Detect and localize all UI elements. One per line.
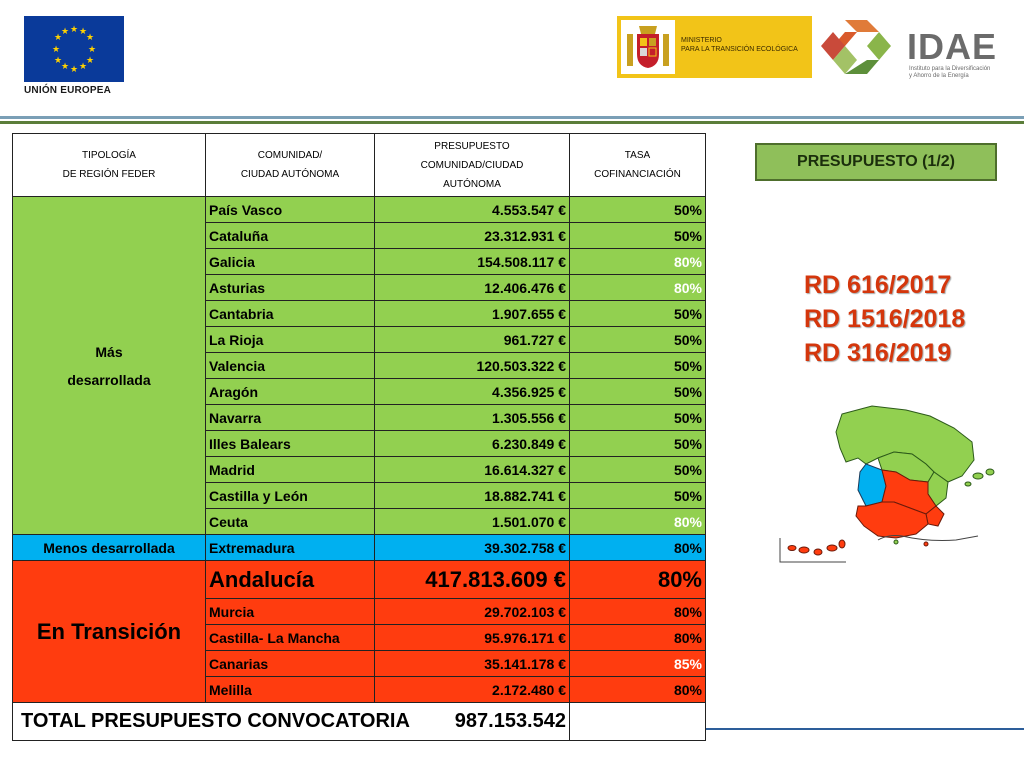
svg-text:★: ★ bbox=[51, 45, 61, 55]
budget-cell: 16.614.327 € bbox=[375, 457, 570, 483]
svg-text:★: ★ bbox=[60, 27, 70, 37]
budget-cell: 12.406.476 € bbox=[375, 275, 570, 301]
budget-cell: 29.702.103 € bbox=[375, 599, 570, 625]
eu-flag-icon bbox=[24, 16, 124, 82]
budget-cell: 35.141.178 € bbox=[375, 651, 570, 677]
rate-cell: 50% bbox=[570, 483, 706, 509]
budget-cell: 23.312.931 € bbox=[375, 223, 570, 249]
rate-cell: 80% bbox=[570, 599, 706, 625]
budget-cell: 1.907.655 € bbox=[375, 301, 570, 327]
region-cell: Asturias bbox=[206, 275, 375, 301]
svg-text:★: ★ bbox=[69, 65, 79, 75]
rate-cell: 80% bbox=[570, 625, 706, 651]
budget-cell: 39.302.758 € bbox=[375, 535, 570, 561]
budget-cell: 6.230.849 € bbox=[375, 431, 570, 457]
decree-item: RD 1516/2018 bbox=[804, 305, 966, 333]
decree-list bbox=[804, 268, 965, 370]
spain-map-icon bbox=[778, 402, 1008, 570]
svg-text:★: ★ bbox=[78, 62, 88, 72]
col-header-tipologia: TIPOLOGÍA DE REGIÓN FEDER bbox=[13, 134, 206, 197]
region-cell: Aragón bbox=[206, 379, 375, 405]
ministry-label: MINISTERIO PARA LA TRANSICIÓN ECOLÓGICA bbox=[681, 37, 798, 53]
region-cell: Canarias bbox=[206, 651, 375, 677]
svg-text:★: ★ bbox=[85, 56, 95, 66]
total-row bbox=[13, 703, 706, 741]
svg-text:★: ★ bbox=[87, 45, 97, 55]
region-cell: Andalucía bbox=[206, 561, 375, 599]
idae-wordmark: IDAE bbox=[907, 26, 998, 67]
svg-text:★: ★ bbox=[78, 27, 88, 37]
idae-subtitle: Instituto para la Diversificación y Ahorro de la Energía bbox=[909, 66, 991, 79]
eu-label: UNIÓN EUROPEA bbox=[24, 85, 112, 96]
region-cell: Valencia bbox=[206, 353, 375, 379]
header-divider bbox=[0, 116, 1024, 119]
region-cell: Cataluña bbox=[206, 223, 375, 249]
header-divider-secondary bbox=[0, 121, 1024, 124]
group-label-mas-desarrollada: Más desarrollada bbox=[13, 197, 206, 535]
group-label-en-transicion: En Transición bbox=[13, 561, 206, 703]
region-cell: Navarra bbox=[206, 405, 375, 431]
rate-cell: 85% bbox=[570, 651, 706, 677]
total-cell bbox=[13, 703, 570, 741]
presupuesto-badge: PRESUPUESTO (1/2) bbox=[755, 143, 997, 181]
spain-regions-map bbox=[778, 402, 1008, 575]
table-row bbox=[13, 561, 706, 599]
rate-cell: 80% bbox=[570, 561, 706, 599]
group-label-menos-desarrollada: Menos desarrollada bbox=[13, 535, 206, 561]
eu-logo bbox=[24, 16, 128, 96]
budget-cell: 95.976.171 € bbox=[375, 625, 570, 651]
region-cell: Melilla bbox=[206, 677, 375, 703]
rate-cell: 80% bbox=[570, 509, 706, 535]
rate-cell: 50% bbox=[570, 457, 706, 483]
ministry-logo bbox=[617, 16, 812, 78]
decree-item: RD 316/2019 bbox=[804, 339, 952, 367]
budget-cell: 961.727 € bbox=[375, 327, 570, 353]
table-row bbox=[13, 197, 706, 223]
total-empty-cell bbox=[570, 703, 706, 741]
idae-logo bbox=[815, 16, 1005, 80]
budget-cell: 1.305.556 € bbox=[375, 405, 570, 431]
svg-text:★: ★ bbox=[53, 33, 63, 43]
rate-cell: 50% bbox=[570, 223, 706, 249]
footer-divider bbox=[706, 728, 1024, 730]
total-label: TOTAL PRESUPUESTO CONVOCATORIA bbox=[21, 710, 410, 732]
budget-cell: 18.882.741 € bbox=[375, 483, 570, 509]
budget-cell: 154.508.117 € bbox=[375, 249, 570, 275]
budget-cell: 1.501.070 € bbox=[375, 509, 570, 535]
region-cell: Cantabria bbox=[206, 301, 375, 327]
rate-cell: 80% bbox=[570, 275, 706, 301]
budget-cell: 2.172.480 € bbox=[375, 677, 570, 703]
svg-text:★: ★ bbox=[53, 56, 63, 66]
rate-cell: 50% bbox=[570, 301, 706, 327]
region-cell: La Rioja bbox=[206, 327, 375, 353]
region-cell: Illes Balears bbox=[206, 431, 375, 457]
total-value: 987.153.542 bbox=[454, 710, 566, 732]
table-row bbox=[13, 535, 706, 561]
rate-cell: 50% bbox=[570, 431, 706, 457]
region-cell: Ceuta bbox=[206, 509, 375, 535]
budget-cell: 4.553.547 € bbox=[375, 197, 570, 223]
svg-text:★: ★ bbox=[85, 33, 95, 43]
rate-cell: 50% bbox=[570, 353, 706, 379]
region-cell: Murcia bbox=[206, 599, 375, 625]
rate-cell: 50% bbox=[570, 379, 706, 405]
rate-cell: 50% bbox=[570, 405, 706, 431]
svg-text:★: ★ bbox=[69, 25, 79, 35]
budget-table bbox=[12, 133, 706, 741]
table-header-row bbox=[13, 134, 706, 197]
budget-cell: 4.356.925 € bbox=[375, 379, 570, 405]
rate-cell: 80% bbox=[570, 677, 706, 703]
spain-crest-icon bbox=[621, 20, 675, 74]
rate-cell: 50% bbox=[570, 327, 706, 353]
budget-cell: 417.813.609 € bbox=[375, 561, 570, 599]
budget-cell: 120.503.322 € bbox=[375, 353, 570, 379]
rate-cell: 80% bbox=[570, 535, 706, 561]
col-header-tasa: TASA COFINANCIACIÓN bbox=[570, 134, 706, 197]
col-header-comunidad: COMUNIDAD/ CIUDAD AUTÓNOMA bbox=[206, 134, 375, 197]
svg-text:★: ★ bbox=[60, 62, 70, 72]
region-cell: Madrid bbox=[206, 457, 375, 483]
region-cell: Extremadura bbox=[206, 535, 375, 561]
rate-cell: 80% bbox=[570, 249, 706, 275]
region-cell: Galicia bbox=[206, 249, 375, 275]
region-cell: Castilla- La Mancha bbox=[206, 625, 375, 651]
region-cell: Castilla y León bbox=[206, 483, 375, 509]
decree-item: RD 616/2017 bbox=[804, 271, 952, 299]
rate-cell: 50% bbox=[570, 197, 706, 223]
col-header-presupuesto: PRESUPUESTO COMUNIDAD/CIUDAD AUTÓNOMA bbox=[375, 134, 570, 197]
idae-emblem-icon bbox=[815, 16, 901, 78]
region-cell: País Vasco bbox=[206, 197, 375, 223]
